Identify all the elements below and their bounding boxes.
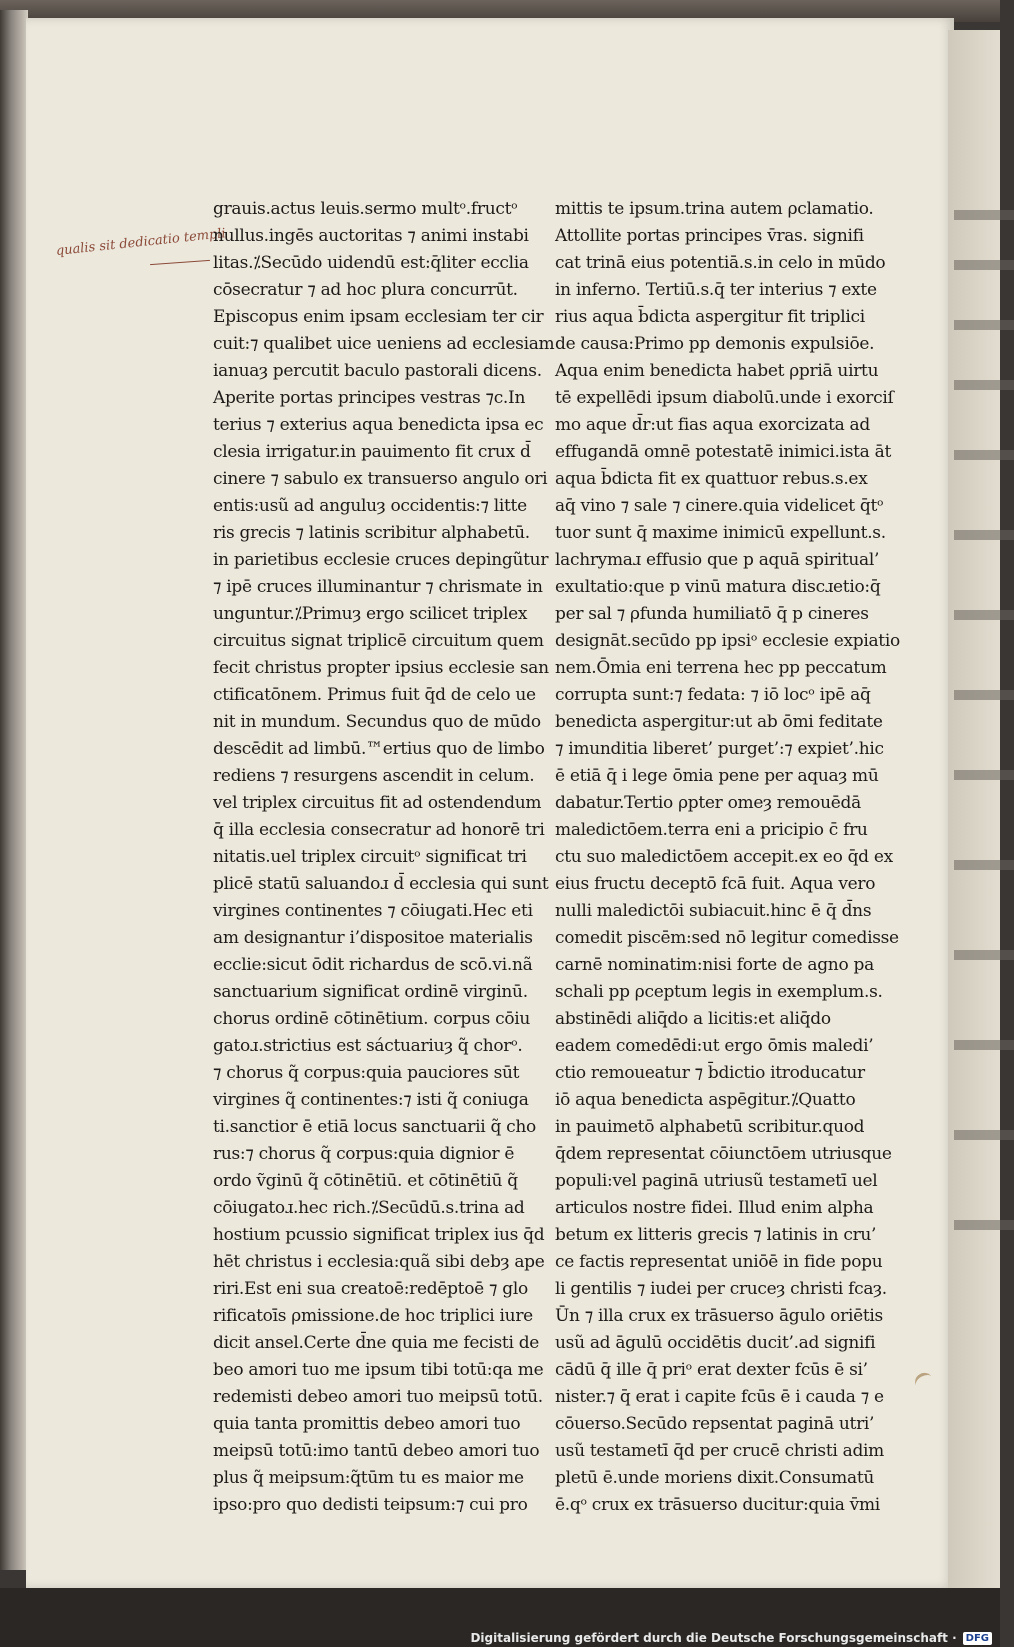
text-line: cinere ⁊ sabulo ex transuerso angulo ori <box>213 469 548 489</box>
text-line: vel triplex circuitus fit ad ostendendum <box>213 793 542 813</box>
facing-page-text <box>954 210 1014 220</box>
text-line: nem.Ōmia eni terrena hec pp peccatum <box>555 658 887 678</box>
text-line: am designantur i’dispositoe materialis <box>213 928 533 948</box>
marginal-annotation: qualis sit dedicatio templi <box>55 226 227 259</box>
text-line: carnē nominatim:nisi forte de agno pa <box>555 955 874 975</box>
text-line: rediens ⁊ resurgens ascendit in celum. <box>213 766 535 786</box>
text-line: li gentilis ⁊ iudei per cruceȝ christi fcaȝ. <box>555 1279 887 1299</box>
text-line: sanctuarium significat ordinē virginū. <box>213 982 528 1002</box>
text-line: nulli maledictōi subiacuit.hinc ē q̄ d̄ns <box>555 901 872 921</box>
text-line: iō aqua benedicta aspēgitur.⁒Quatto <box>555 1090 856 1110</box>
text-line: nullus.ingēs auctoritas ⁊ animi instabi <box>213 226 529 246</box>
text-line: rus:⁊ chorus q̃ corpus:quia dignior ē <box>213 1144 515 1164</box>
facing-page-text <box>954 530 1014 540</box>
text-line: cōuerso.Secūdo repsentat paginā utri’ <box>555 1414 875 1434</box>
text-line: fecit christus propter ipsius ecclesie san <box>213 658 549 678</box>
text-line: ctio remoueatur ⁊ b̄dictio itroducatur <box>555 1063 865 1083</box>
facing-page-text <box>954 320 1014 330</box>
text-line: quia tanta promittis debeo amori tuo <box>213 1414 521 1434</box>
text-line: eadem comedēdi:ut ergo ōmis maledi’ <box>555 1036 874 1056</box>
text-line: redemisti debeo amori tuo meipsū totū. <box>213 1387 543 1407</box>
text-line: chorus ordinē cōtinētium. corpus cōiu <box>213 1009 531 1029</box>
text-line: cat trinā eius potentiā.s.in celo in mūdo <box>555 253 886 273</box>
text-line: beo amori tuo me ipsum tibi totū:qa me <box>213 1360 544 1380</box>
text-line: grauis.actus leuis.sermo multᵒ.fructᵒ <box>213 199 518 219</box>
facing-page-text <box>954 770 1014 780</box>
text-line: virgines q̃ continentes:⁊ isti q̃ coniuga <box>213 1090 529 1110</box>
text-line: aqua b̄dicta fit ex quattuor rebus.s.ex <box>555 469 868 489</box>
text-line: ordo ṽginū q̃ cōtinētiū. et cōtinētiū q̃ <box>213 1171 518 1191</box>
dfg-logo: DFG <box>963 1632 992 1645</box>
text-line: meipsū totū:imo tantū debeo amori tuo <box>213 1441 540 1461</box>
text-line: Ūn ⁊ illa crux ex trāsuerso āgulo oriētis <box>555 1306 883 1326</box>
text-line: usũ ad āgulū occidētis ducit’.ad signifi <box>555 1333 876 1353</box>
text-line: populi:vel paginā utriusũ testametī uel <box>555 1171 878 1191</box>
text-line: mo aque d̄r:ut fias aqua exorcizata ad <box>555 415 870 435</box>
text-line: virgines continentes ⁊ cōiugati.Hec eti <box>213 901 533 921</box>
text-column-right <box>555 196 900 1519</box>
text-line: ctu suo maledictōem accepit.ex eo q̄d ex <box>555 847 893 867</box>
text-line: in parietibus ecclesie cruces depingũtur <box>213 550 549 570</box>
text-line: ris grecis ⁊ latinis scribitur alphabetū. <box>213 523 530 543</box>
text-line: nister.⁊ q̄ erat i capite fcūs ē i cauda ⁊ e <box>555 1387 884 1407</box>
text-line: litas.⁒Secūdo uidendū est:q̄liter ecclia <box>213 253 529 273</box>
text-line: q̄ illa ecclesia consecratur ad honorē tri <box>213 820 545 840</box>
facing-page-text <box>954 380 1014 390</box>
text-line: lachrymaɹ effusio que p aquā spiritual’ <box>555 550 880 570</box>
footer-band <box>0 1588 1000 1647</box>
text-line: de causa:Primo pp demonis expulsiōe. <box>555 334 875 354</box>
facing-page-text <box>954 450 1014 460</box>
facing-page-text <box>954 860 1014 870</box>
text-line: corrupta sunt:⁊ fedata: ⁊ iō locᵒ ipē aq̄ <box>555 685 871 705</box>
text-line: per sal ⁊ ρfunda humiliatō q̄ p cineres <box>555 604 869 624</box>
text-line: hostium pcussio significat triplex ius q̄d <box>213 1225 545 1245</box>
facing-page-text <box>954 1130 1014 1140</box>
text-line: plicē statū saluandoɹ d̄ ecclesia qui sunt <box>213 874 549 894</box>
facing-page-edge <box>948 30 1000 1610</box>
text-column-left <box>213 196 555 1519</box>
text-line: cuit:⁊ qualibet uice ueniens ad ecclesiam <box>213 334 555 354</box>
text-line: ti.sanctior ē etiā locus sanctuarii q̃ cho <box>213 1117 536 1137</box>
text-line: q̄dem representat cōiunctōem utriusque <box>555 1144 892 1164</box>
text-line: in pauimetō alphabetū scribitur.quod <box>555 1117 865 1137</box>
text-line: plus q̃ meipsum:q̃tūm tu es maior me <box>213 1468 524 1488</box>
text-line: dicit ansel.Certe d̄ne quia me fecisti de <box>213 1333 540 1353</box>
text-line: comedit piscēm:sed nō legitur comedisse <box>555 928 899 948</box>
text-line: ⁊ ipē cruces illuminantur ⁊ chrismate in <box>213 577 543 597</box>
text-line: nit in mundum. Secundus quo de mūdo <box>213 712 541 732</box>
text-line: tuor sunt q̄ maxime inimicū expellunt.s. <box>555 523 886 543</box>
book-edge-left <box>0 10 28 1570</box>
text-line: riri.Est eni sua creatoē:redēptoē ⁊ glo <box>213 1279 528 1299</box>
text-line: Episcopus enim ipsam ecclesiam ter cir <box>213 307 544 327</box>
text-line: dabatur.Tertio ρpter omeȝ remouēdā <box>555 793 861 813</box>
text-line: aq̄ vino ⁊ sale ⁊ cinere.quia videlicet q̄tᵒ <box>555 496 884 516</box>
text-line: ⁊ imunditia liberet’ purget’:⁊ expiet’.hic <box>555 739 884 759</box>
text-line: nitatis.uel triplex circuitᵒ significat tri <box>213 847 527 867</box>
text-line: articulos nostre fidei. Illud enim alpha <box>555 1198 874 1218</box>
text-line: pletū ē.unde moriens dixit.Consumatū <box>555 1468 875 1488</box>
digitization-credit <box>470 1631 992 1645</box>
text-line: gatoɹ.strictius est sáctuariuȝ q̃ chorᵒ. <box>213 1036 523 1056</box>
text-line: rificatoīs ρmissione.de hoc triplici iure <box>213 1306 533 1326</box>
text-line: mittis te ipsum.trina autem ρclamatio. <box>555 199 874 219</box>
text-line: rius aqua b̄dicta aspergitur fit triplici <box>555 307 865 327</box>
text-line: ⁊ chorus q̃ corpus:quia pauciores sūt <box>213 1063 520 1083</box>
text-line: cādū q̄ ille q̄ priᵒ erat dexter fcūs ē si’ <box>555 1360 868 1380</box>
facing-page-text <box>954 260 1014 270</box>
text-line: in inferno. Tertiū.s.q̄ ter interius ⁊ exte <box>555 280 877 300</box>
text-line: ce factis representat uniōē in fide popu <box>555 1252 883 1272</box>
text-line: Aperite portas principes vestras ⁊c.In <box>213 388 526 408</box>
text-line: ē etiā q̄ i lege ōmia pene per aquaȝ mū <box>555 766 879 786</box>
facing-page-text <box>954 1220 1014 1230</box>
facing-page-text <box>954 690 1014 700</box>
text-line: hēt christus i ecclesia:quã sibi debȝ ape <box>213 1252 545 1272</box>
credit-text: Digitalisierung gefördert durch die Deutsche Forschungsgemeinschaft · <box>470 1631 957 1645</box>
text-line: cōiugatoɹ.hec rich.⁒Secūdū.s.trina ad <box>213 1198 525 1218</box>
facing-page-text <box>954 610 1014 620</box>
text-line: exultatio:que p vinū matura discɹetio:q̄ <box>555 577 881 597</box>
text-line: Aqua enim benedicta habet ρpriā uirtu <box>555 361 879 381</box>
text-line: Attollite portas principes v̄ras. signifi <box>555 226 864 246</box>
text-line: descēdit ad limbū.™ertius quo de limbo <box>213 739 545 759</box>
text-line: designāt.secūdo pp ipsiᵒ ecclesie expiatio <box>555 631 900 651</box>
text-line: ecclie:sicut ōdit richardus de scō.vi.nã <box>213 955 533 975</box>
text-line: tē expellēdi ipsum diabolū.unde i exorciſ <box>555 388 894 408</box>
text-line: entis:usũ ad anguluȝ occidentis:⁊ litte <box>213 496 527 516</box>
text-line: clesia irrigatur.in pauimento fit crux d̄ <box>213 442 531 462</box>
text-line: benedicta aspergitur:ut ab ōmi feditate <box>555 712 883 732</box>
text-line: eius fructu deceptō fcā fuit. Aqua vero <box>555 874 876 894</box>
text-line: ē.qᵒ crux ex trāsuerso ducitur:quia v̄mi <box>555 1495 880 1515</box>
text-line: ctificatōnem. Primus fuit q̄d de celo ue <box>213 685 536 705</box>
text-line: ipso:pro quo dedisti teipsum:⁊ cui pro <box>213 1495 528 1515</box>
text-line: unguntur.⁒Primuȝ ergo scilicet triplex <box>213 604 528 624</box>
text-line: betum ex litteris grecis ⁊ latinis in cru’ <box>555 1225 877 1245</box>
text-line: maledictōem.terra eni a pricipio c̄ fru <box>555 820 868 840</box>
facing-page-text <box>954 950 1014 960</box>
text-line: schali pp ρceptum legis in exemplum.s. <box>555 982 883 1002</box>
text-line: effugandā omnē potestatē inimici.ista āt <box>555 442 891 462</box>
text-line: usũ testametī q̄d per crucē christi adim <box>555 1441 884 1461</box>
text-line: cōsecratur ⁊ ad hoc plura concurrūt. <box>213 280 518 300</box>
text-line: terius ⁊ exterius aqua benedicta ipsa ec <box>213 415 544 435</box>
text-line: circuitus signat triplicē circuitum quem <box>213 631 544 651</box>
facing-page-text <box>954 1040 1014 1050</box>
text-line: ianuaȝ percutit baculo pastorali dicens. <box>213 361 542 381</box>
text-line: abstinēdi aliq̄do a licitis:et aliq̄do <box>555 1009 831 1029</box>
